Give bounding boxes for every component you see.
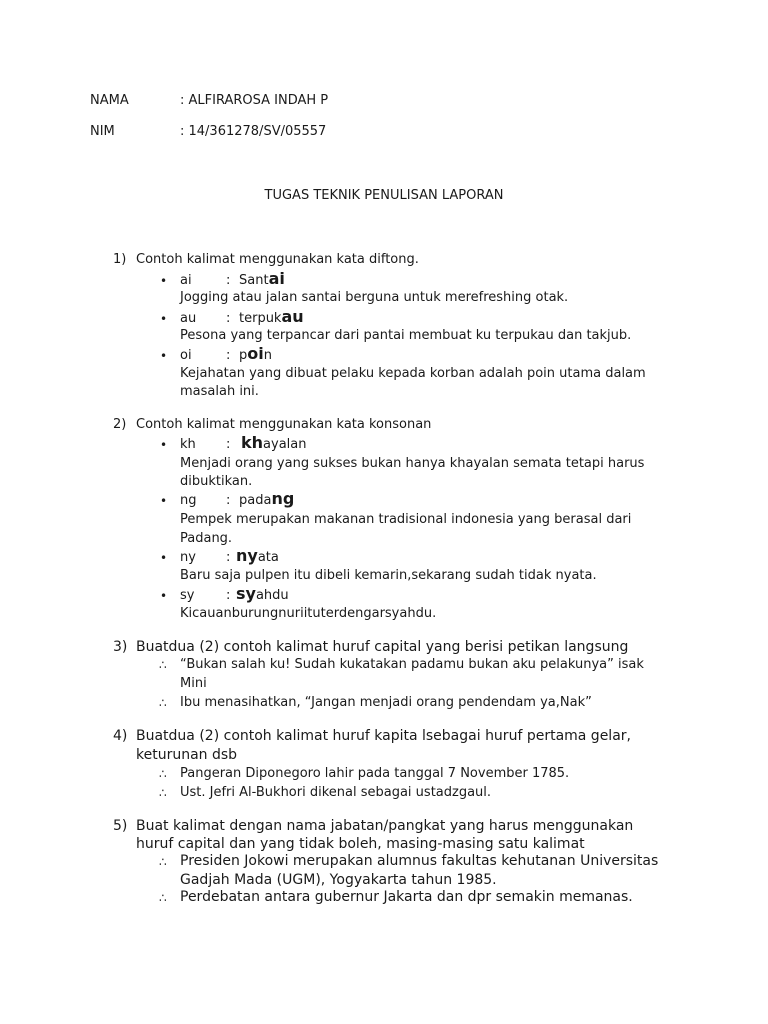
therefore-icon: ∴ bbox=[159, 786, 166, 800]
item-sentence: Padang. bbox=[180, 531, 233, 546]
nim-label: NIM bbox=[90, 124, 115, 139]
therefore-icon: ∴ bbox=[159, 891, 166, 905]
bullet-icon: • bbox=[160, 494, 168, 508]
section-number: 3) bbox=[113, 639, 128, 655]
bullet-icon: • bbox=[160, 589, 168, 603]
item-word: syahdu bbox=[236, 584, 289, 603]
therefore-icon: ∴ bbox=[159, 696, 166, 710]
item-sentence: Kicauanburungnuriituterdengarsyahdu. bbox=[180, 606, 437, 621]
section-heading-cont: huruf capital dan yang tidak boleh, masing-masing satu kalimat bbox=[136, 836, 585, 852]
section-number: 2) bbox=[113, 417, 127, 432]
item-sentence: Pempek merupakan makanan tradisional indonesia yang berasal dari bbox=[180, 512, 632, 527]
item-sentence: “Bukan salah ku! Sudah kukatakan padamu bukan aku pelakunya” isak bbox=[180, 657, 644, 672]
bullet-icon: • bbox=[160, 551, 168, 565]
item-sep: : bbox=[226, 550, 231, 565]
item-sentence: Kejahatan yang dibuat pelaku kepada korban adalah poin utama dalam bbox=[180, 366, 646, 381]
nama-value: : ALFIRAROSA INDAH P bbox=[180, 93, 329, 108]
item-key: kh bbox=[180, 437, 196, 452]
bullet-icon: • bbox=[160, 274, 168, 288]
item-sentence: Menjadi orang yang sukses bukan hanya khayalan semata tetapi harus bbox=[180, 456, 645, 471]
item-word: padang bbox=[239, 489, 295, 508]
item-sentence: masalah ini. bbox=[180, 384, 259, 399]
item-word: Santai bbox=[239, 269, 285, 288]
item-key: oi bbox=[180, 348, 192, 363]
section-heading: Buatdua (2) contoh kalimat huruf capital yang berisi petikan langsung bbox=[136, 639, 629, 655]
section-heading: Buatdua (2) contoh kalimat huruf kapita lsebagai huruf pertama gelar, bbox=[136, 728, 631, 744]
item-key: ng bbox=[180, 493, 197, 508]
section-heading-cont: keturunan dsb bbox=[136, 747, 238, 763]
item-sentence: Gadjah Mada (UGM), Yogyakarta tahun 1985. bbox=[180, 872, 497, 888]
item-sentence: Ust. Jefri Al-Bukhori dikenal sebagai ustadzgaul. bbox=[180, 785, 492, 800]
item-sentence: Perdebatan antara gubernur Jakarta dan dpr semakin memanas. bbox=[180, 889, 633, 905]
item-sep: : bbox=[226, 311, 231, 326]
item-key: ny bbox=[180, 550, 196, 565]
therefore-icon: ∴ bbox=[159, 855, 166, 869]
item-key: ai bbox=[180, 273, 192, 288]
therefore-icon: ∴ bbox=[159, 658, 166, 672]
bullet-icon: • bbox=[160, 312, 168, 326]
item-sep: : bbox=[226, 437, 231, 452]
item-sentence: Mini bbox=[180, 676, 207, 691]
item-sep: : bbox=[226, 493, 231, 508]
item-sentence: Pesona yang terpancar dari pantai membuat ku terpukau dan takjub. bbox=[180, 328, 632, 343]
item-word: nyata bbox=[236, 546, 279, 565]
item-sentence: Baru saja pulpen itu dibeli kemarin,sekarang sudah tidak nyata. bbox=[180, 568, 597, 583]
item-sentence: Ibu menasihatkan, “Jangan menjadi orang pendendam ya,Nak” bbox=[180, 695, 592, 710]
item-sentence: dibuktikan. bbox=[180, 474, 253, 489]
item-key: sy bbox=[180, 588, 195, 603]
section-heading: Contoh kalimat menggunakan kata konsonan bbox=[136, 417, 432, 432]
nim-value: : 14/361278/SV/05557 bbox=[180, 124, 327, 139]
nama-label: NAMA bbox=[90, 93, 129, 108]
section-number: 1) bbox=[113, 252, 127, 267]
item-word: poin bbox=[239, 344, 272, 363]
bullet-icon: • bbox=[160, 349, 168, 363]
item-sentence: Pangeran Diponegoro lahir pada tanggal 7 November 1785. bbox=[180, 766, 570, 781]
page-title: TUGAS TEKNIK PENULISAN LAPORAN bbox=[264, 188, 504, 203]
bullet-icon: • bbox=[160, 438, 168, 452]
section-number: 4) bbox=[113, 728, 128, 744]
item-sep: : bbox=[226, 588, 231, 603]
item-word: terpukau bbox=[239, 307, 304, 326]
item-sentence: Presiden Jokowi merupakan alumnus fakultas kehutanan Universitas bbox=[180, 853, 659, 869]
item-key: au bbox=[180, 311, 197, 326]
item-word: khayalan bbox=[241, 433, 307, 452]
section-heading: Contoh kalimat menggunakan kata diftong. bbox=[136, 252, 419, 267]
therefore-icon: ∴ bbox=[159, 767, 166, 781]
item-sentence: Jogging atau jalan santai berguna untuk merefreshing otak. bbox=[180, 290, 569, 305]
section-number: 5) bbox=[113, 818, 128, 834]
item-sep: : bbox=[226, 273, 231, 288]
item-sep: : bbox=[226, 348, 231, 363]
section-heading: Buat kalimat dengan nama jabatan/pangkat yang harus menggunakan bbox=[136, 818, 634, 834]
